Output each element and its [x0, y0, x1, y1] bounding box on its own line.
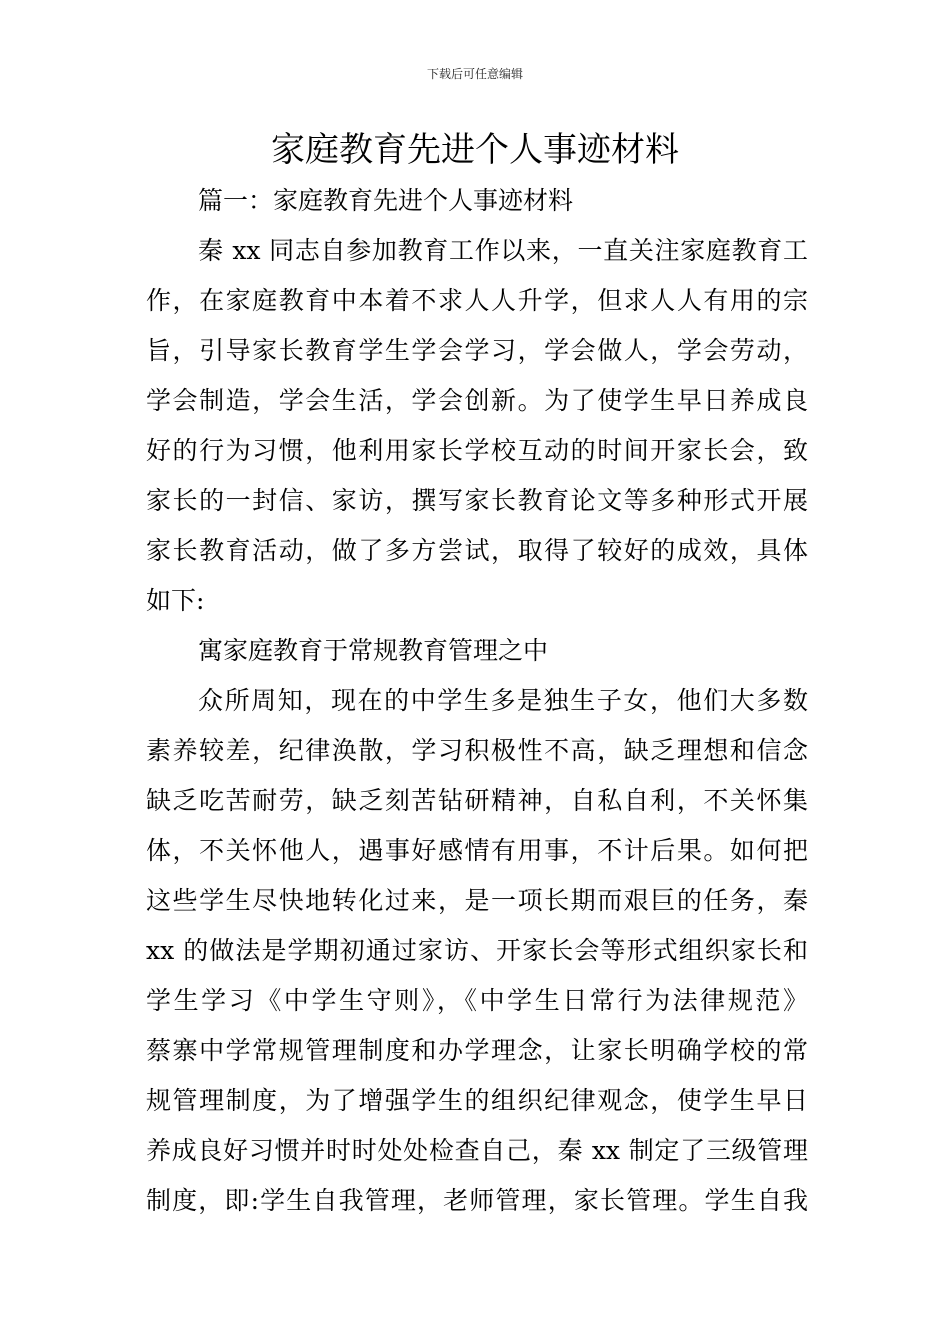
- text-line: 这些学生尽快地转化过来，是一项长期而艰巨的任务，秦: [146, 886, 808, 915]
- text-line: 学生学习《中学生守则》，《中学生日常行为法律规范》: [146, 986, 808, 1015]
- text-line: 众所周知，现在的中学生多是独生子女，他们大多数: [198, 686, 808, 715]
- text-line: 好的行为习惯，他利用家长学校互动的时间开家长会，致: [146, 436, 808, 465]
- document-title: 家庭教育先进个人事迹材料: [271, 130, 679, 170]
- text-line: 寓家庭教育于常规教育管理之中: [198, 636, 549, 665]
- text-line: 素养较差，纪律涣散，学习积极性不高，缺乏理想和信念: [146, 736, 808, 765]
- text-line: 养成良好习惯并时时处处检查自己，秦 xx 制定了三级管理: [146, 1136, 808, 1165]
- text-line: 体，不关怀他人，遇事好感情有用事，不计后果。如何把: [146, 836, 808, 865]
- text-line: xx 的做法是学期初通过家访、开家长会等形式组织家长和: [146, 936, 808, 965]
- text-line: 蔡寨中学常规管理制度和办学理念，让家长明确学校的常: [146, 1036, 808, 1065]
- text-line: 作，在家庭教育中本着不求人人升学，但求人人有用的宗: [146, 286, 808, 315]
- text-line: 旨，引导家长教育学生学会学习，学会做人，学会劳动，: [146, 336, 808, 365]
- text-line: 学会制造，学会生活，学会创新。为了使学生早日养成良: [146, 386, 808, 415]
- text-line: 家长教育活动，做了多方尝试，取得了较好的成效，具体: [146, 536, 808, 565]
- document-body: [146, 176, 808, 1226]
- text-line: 家长的一封信、家访，撰写家长教育论文等多种形式开展: [146, 486, 808, 515]
- text-line: 篇一：家庭教育先进个人事迹材料: [198, 186, 574, 215]
- header-note: 下载后可任意编辑: [426, 67, 523, 81]
- text-line: 规管理制度，为了增强学生的组织纪律观念，使学生早日: [146, 1086, 808, 1115]
- text-line: 如下:: [146, 586, 205, 615]
- text-line: 缺乏吃苦耐劳，缺乏刻苦钻研精神，自私自利，不关怀集: [146, 786, 808, 815]
- text-line: 秦 xx 同志自参加教育工作以来，一直关注家庭教育工: [198, 236, 808, 265]
- text-line: 制度，即:学生自我管理，老师管理，家长管理。学生自我: [146, 1186, 808, 1215]
